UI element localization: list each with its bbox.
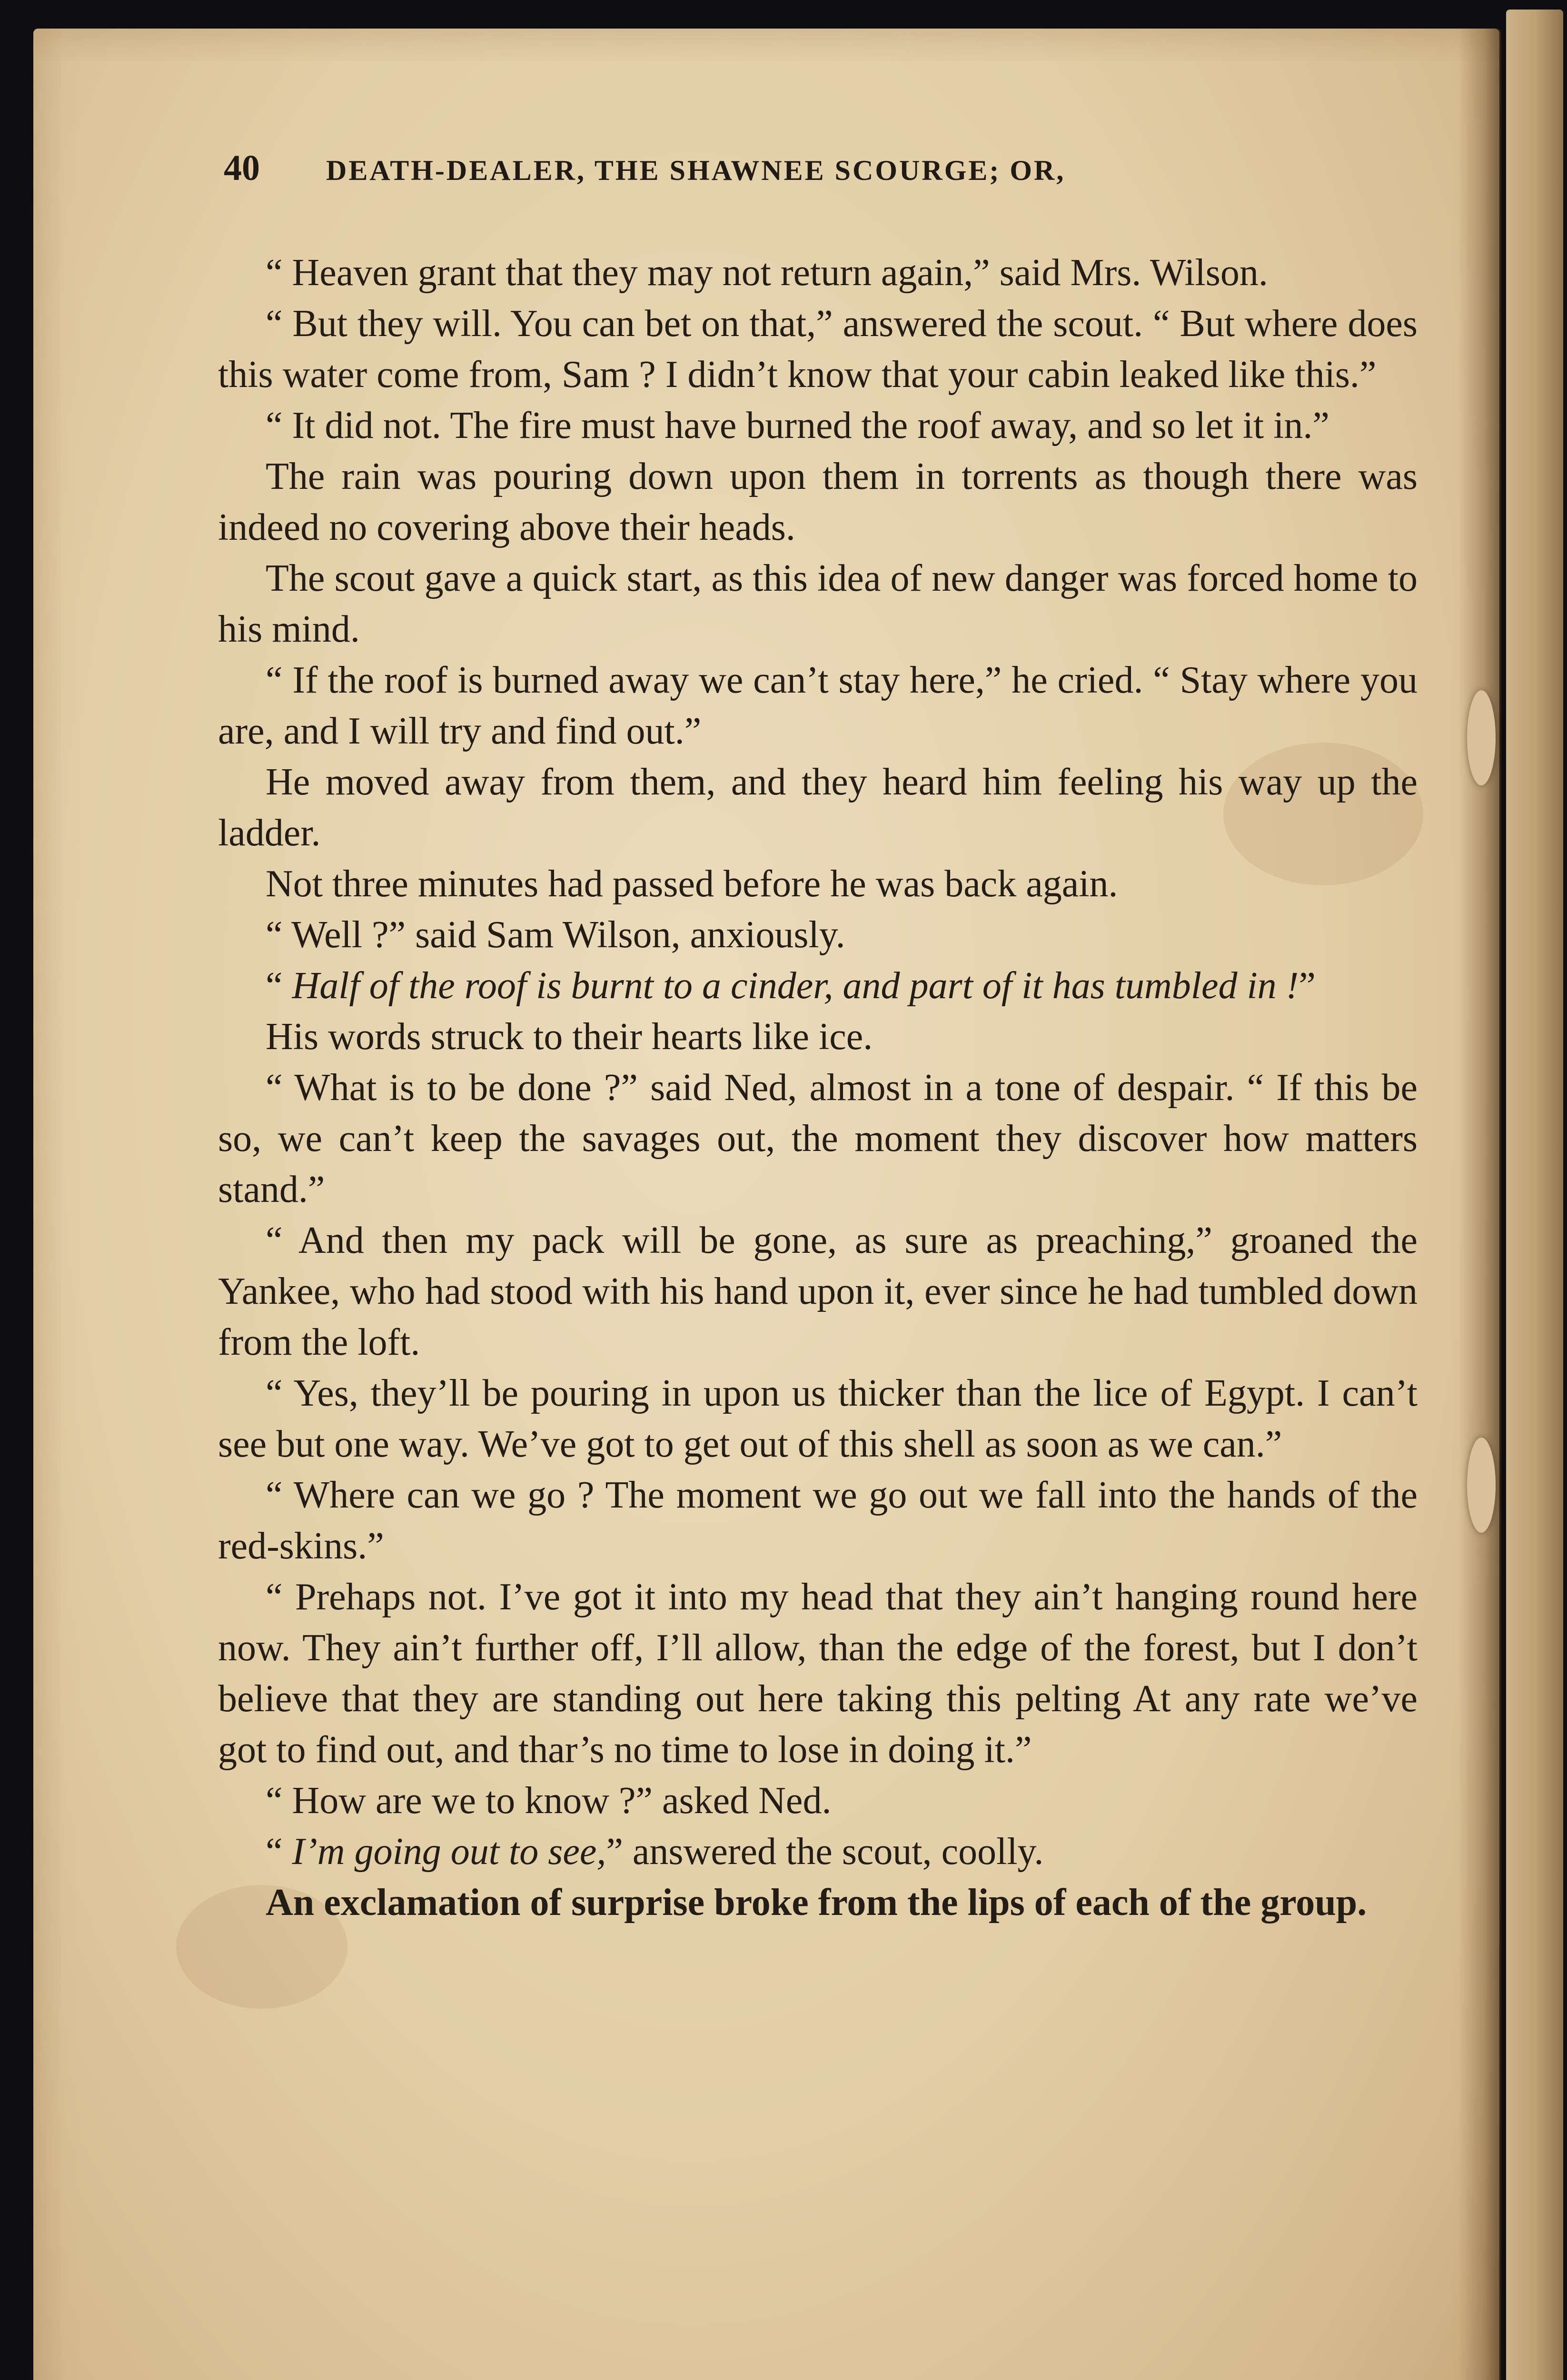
quote-close: ” answered the scout, coolly. bbox=[606, 1831, 1044, 1873]
page-edge-shadow bbox=[1458, 29, 1501, 2380]
binding-edge bbox=[1506, 10, 1563, 2380]
page-tear bbox=[1467, 1438, 1496, 1533]
italic-speech: I’m going out to see, bbox=[292, 1831, 606, 1873]
paragraph: “ How are we to know ?” asked Ned. bbox=[266, 1780, 832, 1822]
paragraph: “ Where can we go ? The moment we go out we fall into the hands of the red-skins.” bbox=[218, 1474, 1418, 1567]
quote-open: “ bbox=[266, 1831, 292, 1873]
paragraph: “ If the roof is burned away we can’t stay here,” he cried. “ Stay where you are, and I will try and find out.” bbox=[218, 659, 1418, 752]
paragraph: An exclamation of surprise broke from the lips of each of the group. bbox=[266, 1882, 1367, 1924]
paragraph: “ It did not. The fire must have burned the roof away, and so let it in.” bbox=[266, 405, 1329, 446]
running-header bbox=[224, 148, 1452, 189]
paragraph: “ And then my pack will be gone, as sure as preaching,” groaned the Yankee, who had stood with his hand upon it, ever since he had tumbled down from the loft. bbox=[218, 1220, 1418, 1363]
quote-close: ” bbox=[1299, 965, 1316, 1007]
paragraph: “ What is to be done ?” said Ned, almost in a tone of despair. “ If this be so, we can’t keep the savages out, the moment they discover how matters stand.” bbox=[218, 1067, 1418, 1210]
page-number: 40 bbox=[224, 148, 260, 188]
paragraph bbox=[218, 961, 1418, 1012]
paragraph: He moved away from them, and they heard him feeling his way up the ladder. bbox=[218, 761, 1418, 854]
paragraph: “ Heaven grant that they may not return again,” said Mrs. Wilson. bbox=[266, 252, 1268, 294]
quote-open: “ bbox=[266, 965, 292, 1007]
paragraph bbox=[218, 1826, 1418, 1877]
page-tear bbox=[1467, 690, 1496, 785]
paragraph: Not three minutes had passed before he was back again. bbox=[266, 863, 1118, 905]
paragraph: The rain was pouring down upon them in torrents as though there was indeed no covering above their heads. bbox=[218, 456, 1418, 548]
paragraph: “ Yes, they’ll be pouring in upon us thicker than the lice of Egypt. I can’t see but one way. We’ve got to get out of this shell as soon as we can.” bbox=[218, 1372, 1418, 1465]
paragraph: “ Well ?” said Sam Wilson, anxiously. bbox=[266, 914, 845, 956]
italic-speech: Half of the roof is burnt to a cinder, and part of it has tumbled in ! bbox=[292, 965, 1299, 1007]
paragraph: “ But they will. You can bet on that,” answered the scout. “ But where does this water come from, Sam ? I didn’t know that your cabin leaked like this.” bbox=[218, 303, 1418, 396]
paragraph: The scout gave a quick start, as this idea of new danger was forced home to his mind. bbox=[218, 557, 1418, 650]
paragraph: “ Prehaps not. I’ve got it into my head that they ain’t hanging round here now. They ain’t further off, I’ll allow, than the edge of the forest, but I don’t believe that they are standing out here taking this pelting At any rate we’ve got to find out, and thar’s no time to lose in doing it.” bbox=[218, 1576, 1418, 1771]
paragraph: His words struck to their hearts like ice. bbox=[266, 1016, 873, 1058]
body-text bbox=[218, 248, 1418, 1928]
running-title: DEATH-DEALER, THE SHAWNEE SCOURGE; OR, bbox=[326, 155, 1066, 186]
